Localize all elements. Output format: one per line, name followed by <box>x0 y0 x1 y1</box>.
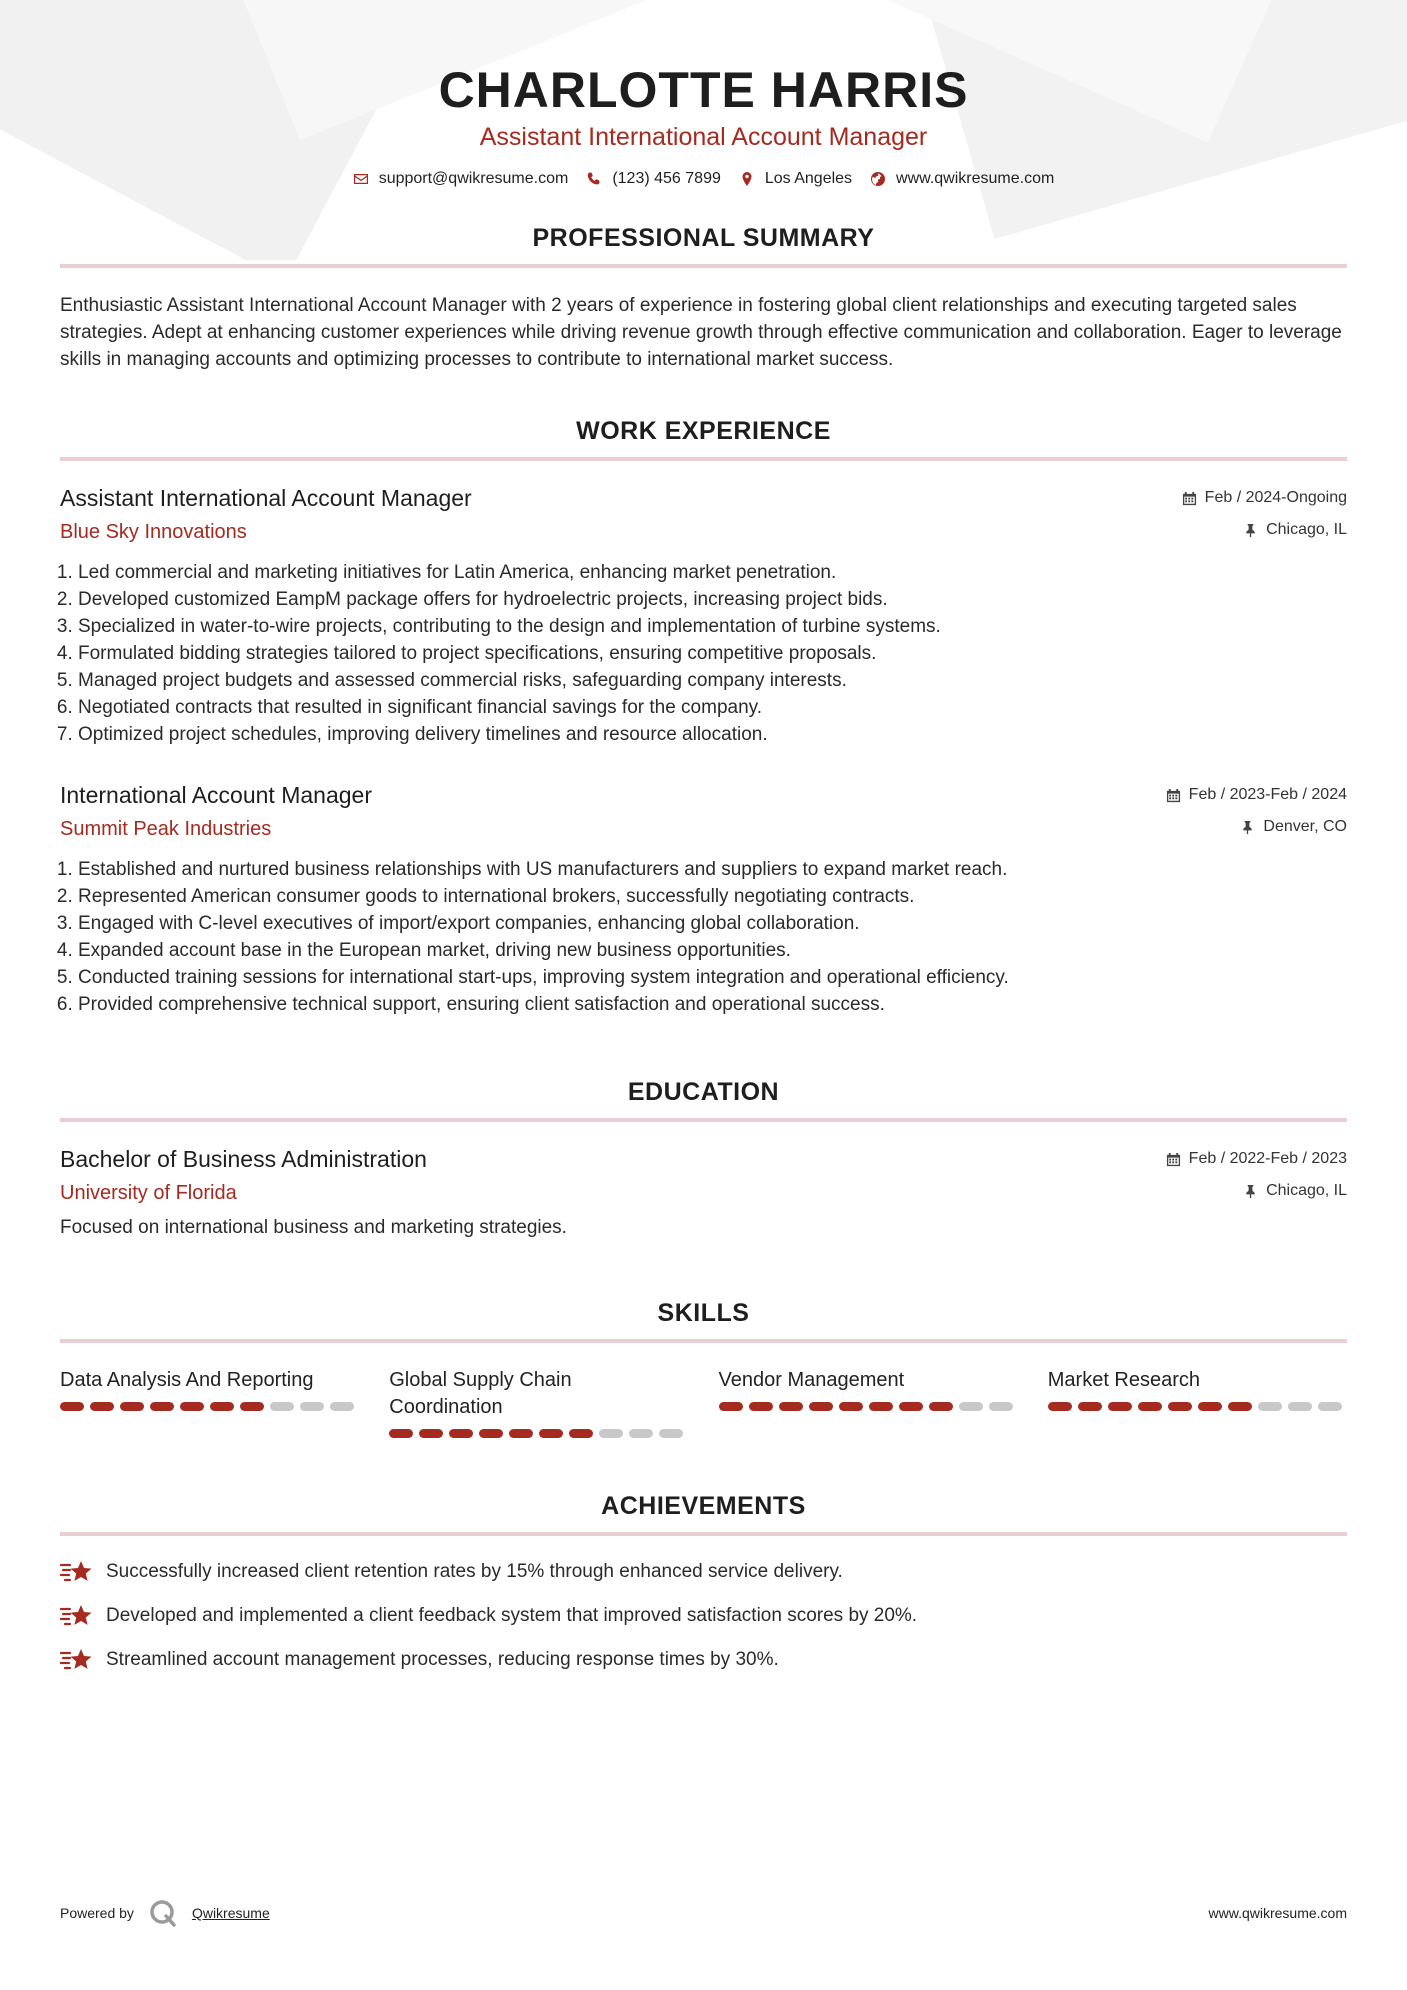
skill-segment-empty <box>330 1402 354 1411</box>
section-divider <box>60 264 1347 268</box>
page-footer <box>60 1898 1347 1928</box>
skill-segment-filled <box>90 1402 114 1411</box>
skill-segment-filled <box>210 1402 234 1411</box>
footer-website[interactable]: www.qwikresume.com <box>1208 1905 1347 1921</box>
skill-segment-filled <box>180 1402 204 1411</box>
skills-section <box>60 1297 1347 1438</box>
skill-segment-empty <box>659 1429 683 1438</box>
map-pin-icon <box>739 171 755 187</box>
skill-rating-bar <box>389 1429 688 1438</box>
skill-segment-empty <box>599 1429 623 1438</box>
section-divider <box>60 457 1347 461</box>
section-heading: EDUCATION <box>627 1078 780 1106</box>
list-item: 4. Expanded account base in the European market, driving new business opportunities. <box>78 937 1347 964</box>
skill-segment-filled <box>569 1429 593 1438</box>
skill-segment-filled <box>419 1429 443 1438</box>
list-item: 5. Conducted training sessions for international start-ups, improving system integration and operational efficiency. <box>78 964 1347 991</box>
school-name: University of Florida <box>60 1182 237 1204</box>
job-location: Denver, CO <box>1263 818 1347 835</box>
skill-segment-filled <box>809 1402 833 1411</box>
job-bullets <box>60 559 1347 748</box>
education-description: Focused on international business and marketing strategies. <box>60 1217 567 1238</box>
list-item: 6. Provided comprehensive technical support, ensuring client satisfaction and operational success. <box>78 991 1347 1018</box>
education-section <box>60 1076 1347 1241</box>
skill-segment-filled <box>719 1402 743 1411</box>
contact-bar <box>60 170 1347 188</box>
job-entry <box>60 780 1347 1018</box>
skill-rating-bar <box>1048 1402 1347 1411</box>
skill-item <box>719 1367 1018 1438</box>
resume-header <box>60 0 1347 188</box>
list-item: 6. Negotiated contracts that resulted in significant financial savings for the company. <box>78 694 1347 721</box>
skill-item <box>60 1367 359 1438</box>
job-entry <box>60 483 1347 748</box>
skill-segment-filled <box>150 1402 174 1411</box>
education-meta <box>1166 1148 1347 1202</box>
envelope-icon <box>353 171 369 187</box>
skill-segment-filled <box>779 1402 803 1411</box>
list-item: 2. Represented American consumer goods to international brokers, successfully negotiating contracts. <box>78 883 1347 910</box>
section-divider <box>60 1532 1347 1536</box>
calendar-icon <box>1166 788 1181 803</box>
education-entry <box>60 1144 1347 1241</box>
powered-by <box>60 1898 270 1928</box>
contact-phone[interactable] <box>586 170 721 188</box>
work-experience-section <box>60 415 1347 1018</box>
section-heading: WORK EXPERIENCE <box>576 417 831 445</box>
skill-name: Data Analysis And Reporting <box>60 1369 314 1391</box>
brand-link[interactable]: Qwikresume <box>191 1905 270 1921</box>
skill-segment-filled <box>1228 1402 1252 1411</box>
skill-name: Vendor Management <box>718 1369 905 1391</box>
summary-text: Enthusiastic Assistant International Account Manager with 2 years of experience in fostering global client relationships and executing targeted sales strategies. Adept at enhancing customer experiences while driving revenue growth through effective communication and collaboration. Eager to leverage skills in managing accounts and optimizing processes to contribute to international market success. <box>60 295 1342 370</box>
achievement-item <box>60 1646 1347 1673</box>
skill-segment-empty <box>1288 1402 1312 1411</box>
email-text: support@qwikresume.com <box>378 170 569 187</box>
skill-segment-filled <box>899 1402 923 1411</box>
location-text: Los Angeles <box>764 170 853 187</box>
calendar-icon <box>1166 1152 1181 1167</box>
skill-segment-empty <box>1258 1402 1282 1411</box>
skill-name: Global Supply Chain Coordination <box>389 1369 572 1418</box>
skill-segment-empty <box>1318 1402 1342 1411</box>
education-location: Chicago, IL <box>1266 1182 1347 1199</box>
skill-segment-filled <box>240 1402 264 1411</box>
skill-segment-filled <box>1078 1402 1102 1411</box>
skill-segment-filled <box>1138 1402 1162 1411</box>
skill-segment-filled <box>389 1429 413 1438</box>
skill-segment-empty <box>270 1402 294 1411</box>
section-divider <box>60 1118 1347 1122</box>
skill-segment-filled <box>1108 1402 1132 1411</box>
job-dates: Feb / 2023-Feb / 2024 <box>1188 786 1347 803</box>
section-heading: ACHIEVEMENTS <box>601 1492 806 1520</box>
skill-segment-filled <box>60 1402 84 1411</box>
skill-segment-filled <box>509 1429 533 1438</box>
job-title: Assistant International Account Manager <box>60 485 472 511</box>
job-title: International Account Manager <box>60 782 372 808</box>
achievement-text: Streamlined account management processes, reducing response times by 30%. <box>106 1649 779 1670</box>
list-item: 4. Formulated bidding strategies tailored to project specifications, ensuring competitive proposals. <box>78 640 1347 667</box>
achievement-item <box>60 1558 1347 1585</box>
skill-rating-bar <box>60 1402 359 1411</box>
job-meta <box>1182 487 1347 541</box>
qwikresume-logo-icon <box>148 1898 178 1928</box>
list-item: 3. Specialized in water-to-wire projects, contributing to the design and implementation of turbine systems. <box>78 613 1347 640</box>
achievements-section <box>60 1490 1347 1673</box>
pushpin-icon <box>1243 523 1258 538</box>
skill-segment-empty <box>989 1402 1013 1411</box>
skill-segment-filled <box>869 1402 893 1411</box>
job-company: Summit Peak Industries <box>60 818 272 840</box>
section-heading: SKILLS <box>657 1299 750 1327</box>
skill-segment-filled <box>929 1402 953 1411</box>
website-text: www.qwikresume.com <box>896 170 1055 187</box>
skill-rating-bar <box>719 1402 1018 1411</box>
achievements-list <box>60 1558 1347 1673</box>
skill-name: Market Research <box>1047 1369 1201 1391</box>
skill-segment-filled <box>839 1402 863 1411</box>
job-dates: Feb / 2024-Ongoing <box>1204 489 1347 506</box>
star-icon <box>60 1603 94 1629</box>
job-company: Blue Sky Innovations <box>60 521 247 543</box>
section-heading: PROFESSIONAL SUMMARY <box>532 224 875 252</box>
skill-segment-filled <box>479 1429 503 1438</box>
achievement-item <box>60 1602 1347 1629</box>
contact-email[interactable] <box>353 170 569 188</box>
degree-title: Bachelor of Business Administration <box>60 1146 427 1172</box>
section-divider <box>60 1339 1347 1343</box>
pushpin-icon <box>1240 820 1255 835</box>
list-item: 7. Optimized project schedules, improving delivery timelines and resource allocation. <box>78 721 1347 748</box>
skill-segment-filled <box>749 1402 773 1411</box>
phone-text: (123) 456 7899 <box>612 170 721 187</box>
skill-item <box>1048 1367 1347 1438</box>
skill-segment-filled <box>1168 1402 1192 1411</box>
list-item: 1. Led commercial and marketing initiatives for Latin America, enhancing market penetration. <box>78 559 1347 586</box>
list-item: 2. Developed customized EampM package offers for hydroelectric projects, increasing project bids. <box>78 586 1347 613</box>
skill-segment-filled <box>1048 1402 1072 1411</box>
contact-website[interactable] <box>870 170 1054 188</box>
candidate-name: CHARLOTTE HARRIS <box>438 62 969 118</box>
skill-segment-filled <box>120 1402 144 1411</box>
skill-segment-filled <box>539 1429 563 1438</box>
job-meta <box>1166 784 1347 838</box>
education-dates: Feb / 2022-Feb / 2023 <box>1188 1150 1347 1167</box>
powered-by-label: Powered by <box>60 1905 134 1921</box>
phone-icon <box>586 171 602 187</box>
skill-segment-empty <box>959 1402 983 1411</box>
job-bullets <box>60 856 1347 1018</box>
star-icon <box>60 1647 94 1673</box>
skill-item <box>389 1367 688 1438</box>
achievement-text: Successfully increased client retention rates by 15% through enhanced service delivery. <box>106 1561 843 1582</box>
contact-location <box>739 170 852 188</box>
star-icon <box>60 1559 94 1585</box>
job-location: Chicago, IL <box>1266 521 1347 538</box>
calendar-icon <box>1182 491 1197 506</box>
skill-segment-filled <box>1198 1402 1222 1411</box>
pushpin-icon <box>1243 1184 1258 1199</box>
skill-segment-filled <box>449 1429 473 1438</box>
list-item: 1. Established and nurtured business relationships with US manufacturers and suppliers to expand market reach. <box>78 856 1347 883</box>
list-item: 5. Managed project budgets and assessed commercial risks, safeguarding company interests. <box>78 667 1347 694</box>
achievement-text: Developed and implemented a client feedback system that improved satisfaction scores by 20%. <box>106 1605 918 1626</box>
list-item: 3. Engaged with C-level executives of import/export companies, enhancing global collaboration. <box>78 910 1347 937</box>
professional-summary-section <box>60 222 1347 373</box>
skill-segment-empty <box>629 1429 653 1438</box>
skill-segment-empty <box>300 1402 324 1411</box>
skills-grid <box>60 1367 1347 1438</box>
globe-icon <box>870 171 886 187</box>
candidate-title: Assistant International Account Manager <box>479 123 928 151</box>
